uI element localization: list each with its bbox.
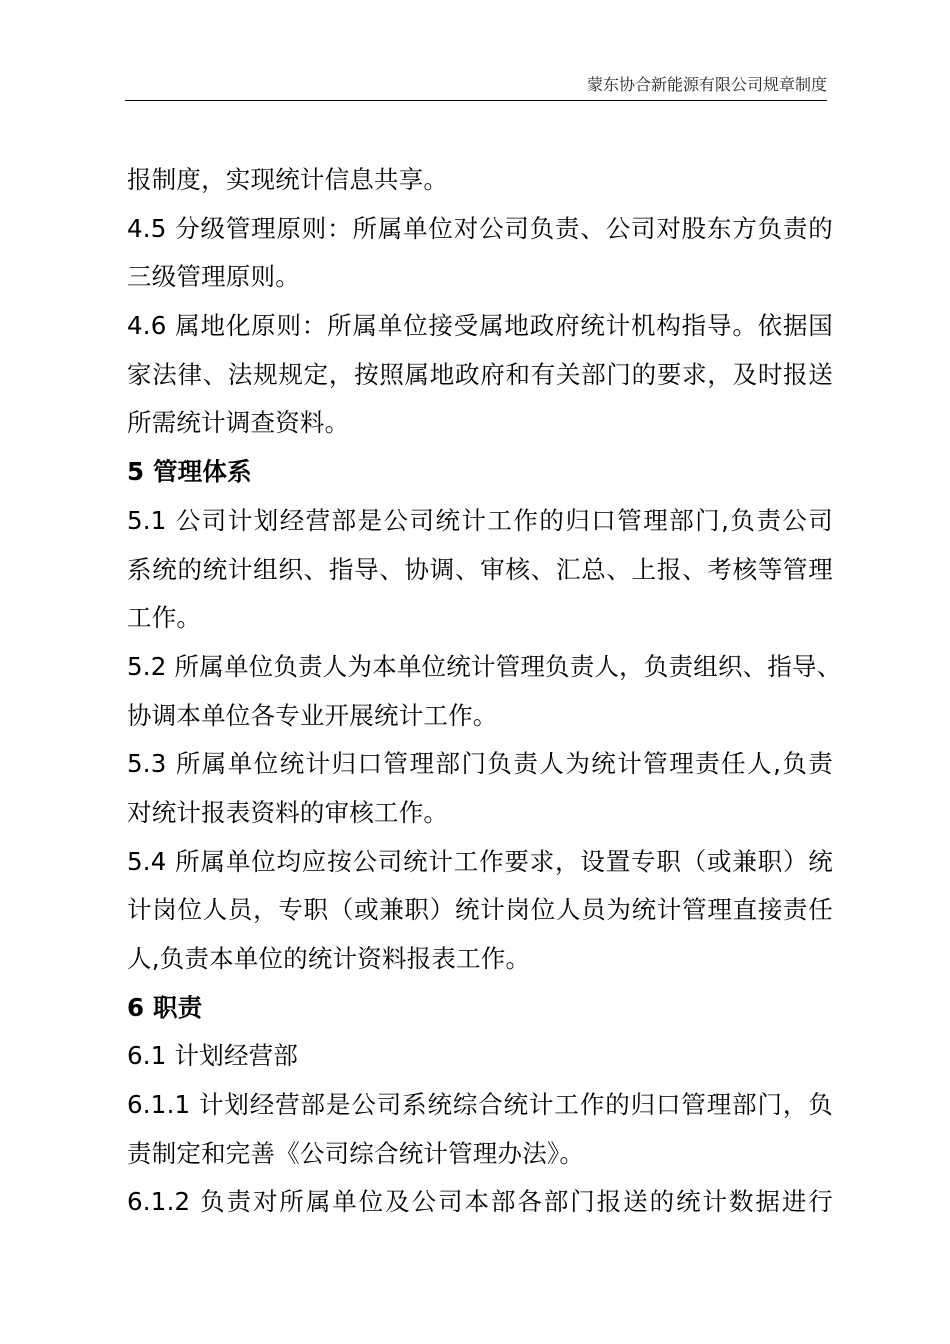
paragraph-line: 6.1.2 负责对所属单位及公司本部各部门报送的统计数据进行 (127, 1187, 833, 1217)
paragraph-line: 对统计报表资料的审核工作。 (127, 797, 449, 827)
paragraph-line: 6.1.1 计划经营部是公司系统综合统计工作的归口管理部门，负 (127, 1090, 833, 1120)
paragraph-line: 5.2 所属单位负责人为本单位统计管理负责人，负责组织、指导、 (127, 651, 842, 681)
paragraph-line: 人,负责本单位的统计资料报表工作。 (127, 944, 531, 973)
paragraph-line: 工作。 (127, 603, 202, 633)
section-heading: 5 管理体系 (127, 457, 252, 487)
paragraph-line: 协调本单位各专业开展统计工作。 (127, 700, 498, 730)
paragraph-line: 所需统计调查资料。 (127, 408, 350, 438)
paragraph-line: 4.5 分级管理原则：所属单位对公司负责、公司对股东方负责的 (127, 213, 833, 243)
page-header (125, 74, 827, 101)
paragraph-line: 5.4 所属单位均应按公司统计工作要求，设置专职（或兼职）统 (127, 846, 833, 876)
paragraph-line: 责制定和完善《公司综合统计管理办法》。 (127, 1138, 585, 1168)
paragraph-line: 5.3 所属单位统计归口管理部门负责人为统计管理责任人,负责 (127, 749, 833, 779)
paragraph-line: 6.1 计划经营部 (127, 1041, 299, 1071)
document-body (127, 156, 842, 1227)
paragraph-line: 三级管理原则。 (127, 262, 300, 292)
paragraph-line: 4.6 属地化原则：所属单位接受属地政府统计机构指导。依据国 (127, 311, 833, 341)
paragraph-line: 计岗位人员，专职（或兼职）统计岗位人员为统计管理直接责任 (127, 895, 833, 925)
header-title: 蒙东协合新能源有限公司规章制度 (586, 75, 827, 94)
paragraph-line: 5.1 公司计划经营部是公司统计工作的归口管理部门,负责公司 (127, 505, 833, 535)
paragraph-line: 家法律、法规规定，按照属地政府和有关部门的要求，及时报送 (127, 359, 833, 389)
section-heading: 6 职责 (127, 992, 203, 1022)
paragraph-line: 报制度，实现统计信息共享。 (127, 165, 449, 194)
paragraph-line: 系统的统计组织、指导、协调、审核、汇总、上报、考核等管理 (127, 554, 833, 584)
